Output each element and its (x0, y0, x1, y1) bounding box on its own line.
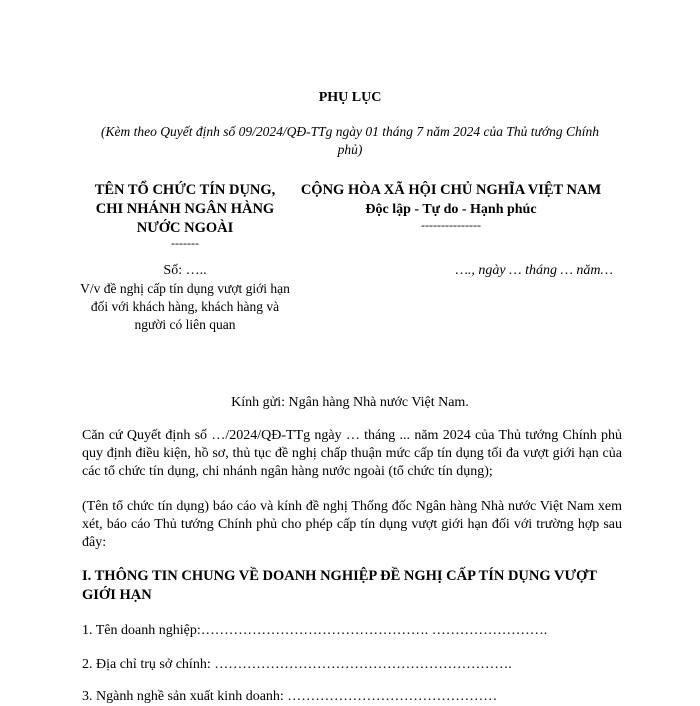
document-title: PHỤ LỤC (318, 90, 382, 105)
place-date: …., ngày … tháng … năm… (455, 263, 613, 278)
republic-name: CỘNG HÒA XÃ HỘI CHỦ NGHĨA VIỆT NAM (300, 182, 602, 198)
body-paragraph: Căn cứ Quyết định số …/2024/QĐ-TTg ngày … tháng ... năm 2024 của Thủ tướng Chính phủ quy định điều kiện, hồ sơ, thủ tục đề nghị chấp thuận mức cấp tín dụng tối đa vượt giới hạn của các tổ chức tín dụng, chi nhánh ngân hàng nước ngoài (tổ chức tín dụng); (82, 428, 622, 479)
organization-name-line: TÊN TỔ CHỨC TÍN DỤNG, (94, 182, 276, 198)
organization-name-line: CHI NHÁNH NGÂN HÀNG (95, 201, 275, 217)
organization-separator: ------- (171, 236, 199, 250)
section-heading: I. THÔNG TIN CHUNG VỀ DOANH NGHIỆP ĐỀ NGHỊ CẤP TÍN DỤNG VƯỢT GIỚI HẠN (82, 568, 597, 603)
organization-name (80, 181, 290, 238)
organization-name-line: NƯỚC NGOÀI (136, 220, 234, 236)
motto-separator: --------------- (421, 218, 481, 232)
document-subtitle: (Kèm theo Quyết định số 09/2024/QĐ-TTg ngày 01 tháng 7 năm 2024 của Thủ tướng Chính phủ) (101, 124, 599, 157)
national-motto: Độc lập - Tự do - Hạnh phúc (365, 202, 537, 217)
document-number: Số: ….. (163, 263, 207, 278)
form-field-head-office-address: 2. Địa chỉ trụ sở chính: ………………………………………………………. (82, 657, 512, 672)
document-subject: V/v đề nghị cấp tín dụng vượt giới hạn đối với khách hàng, khách hàng và người có liên quan (80, 281, 290, 332)
body-paragraph: (Tên tổ chức tín dụng) báo cáo và kính đề nghị Thống đốc Ngân hàng Nhà nước Việt Nam xem xét, báo cáo Thủ tướng Chính phủ cho phép cấp tín dụng vượt giới hạn đối với trường hợp sau đây: (82, 499, 622, 550)
recipient-line: Kính gửi: Ngân hàng Nhà nước Việt Nam. (231, 395, 469, 410)
form-field-business-lines: 3. Ngành nghề sản xuất kinh doanh: ……………………………………… (82, 689, 498, 704)
form-field-company-name: 1. Tên doanh nghiệp:…………………………………………. ……………………. (82, 623, 548, 638)
